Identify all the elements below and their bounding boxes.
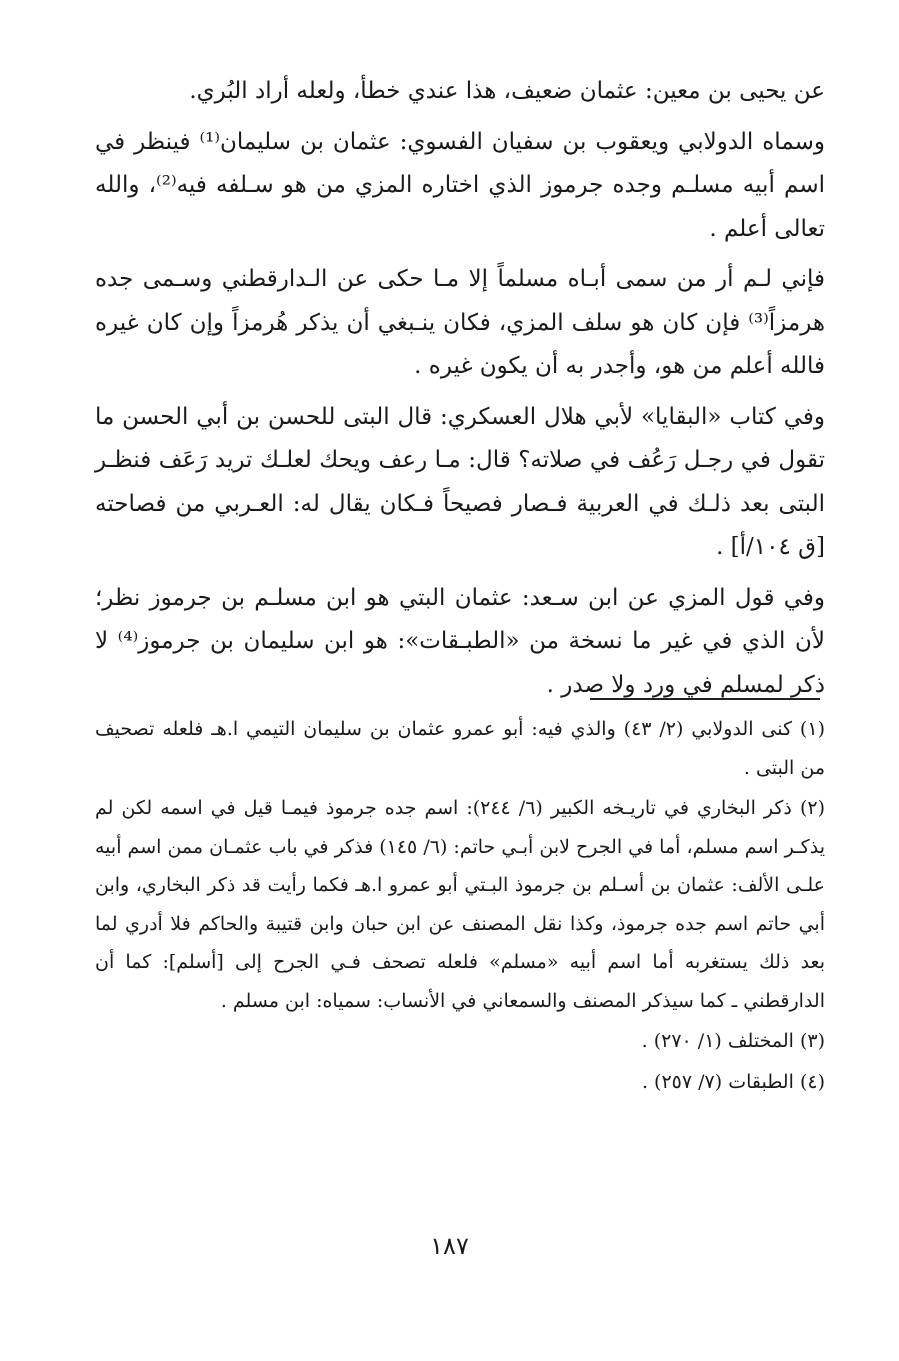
footnote-divider xyxy=(590,698,820,700)
footnote-text: الطبقات (٧/ ٢٥٧) . xyxy=(641,1070,794,1093)
footnote xyxy=(95,710,825,787)
footnote xyxy=(95,1063,825,1102)
page-number: ١٨٧ xyxy=(430,1232,469,1260)
footnotes xyxy=(95,710,825,1103)
paragraph: عن يحيى بن معين: عثمان ضعيف، هذا عندي خطأ، ولعله أراد البُري. xyxy=(189,78,825,104)
footnote-text: المختلف (١/ ٢٧٠) . xyxy=(641,1030,794,1052)
footnote xyxy=(95,1022,825,1061)
footnote-number: (١) xyxy=(799,718,825,740)
footnote-text: كنى الدولابي (٢/ ٤٣) والذي فيه: أبو عمرو عثمان بن سليمان التيمي ا.هـ فلعله تصحيف من البتى . xyxy=(95,718,825,779)
footnote xyxy=(95,789,825,1020)
footnote-number: (٣) xyxy=(799,1030,825,1052)
paragraph: وسماه الدولابي ويعقوب بن سفيان الفسوي: عثمان بن سليمان⁽¹⁾ فينظر في اسم أبيه مسلـم وجده جرموز الذي اختاره المزي من هو سـلفه فيه⁽²⁾، والله تعالى أعلم . xyxy=(95,128,825,242)
paragraph: وفي قول المزي عن ابن سـعد: عثمان البتي هو ابن مسلـم بن جرموز نظر؛ لأن الذي في غير ما نسخة من «الطبـقات»: هو ابن سليمان بن جرموز⁽⁴⁾ لا ذكر لمسلم في ورد ولا صدر . xyxy=(95,584,826,698)
footnote-number: (٤) xyxy=(799,1070,825,1093)
paragraph: وفي كتاب «البقايا» لأبي هلال العسكري: قال البتى للحسن بن أبي الحسن ما تقول في رجـل رَعُف في صلاته؟ قال: مـا رعف ويحك لعلـك تريد رَعَف فنظـر البتى بعد ذلـك في العربية فـصار فصيحاً فـكان يقال له: العـربي من فصاحته [ق ١٠٤/أ] . xyxy=(95,403,825,560)
footnote-text: ذكر البخاري في تاريـخه الكبير (٦/ ٢٤٤): اسم جده جرموذ فيمـا قيل في اسمه لكن لم يذكـر اسم مسلم، أما في الجرح لابن أبـي حاتم: (٦/ ١٤٥) فذكر في باب عثمـان ممن اسم أبيه علـى الألف: عثمان بن أسـلم بن جرموذ البـتي أبو عمرو ا.هـ فكما رأيت قد ذكر البخاري، وابن أبي حاتم اسم جده جرموذ، وكذا نقل المصنف عن ابن حبان وابن قتيبة والحاكم فلا أدري لما بعد ذلك يستغربه أما اسم أبيه «مسلم» فلعله تصحف فـي الجرح إلى [أسلم]: كما أن الدارقطني ـ كما سيذكر المصنف والسمعاني في الأنساب: سمياه: ابن مسلم . xyxy=(95,797,825,1012)
main-text xyxy=(95,70,825,714)
footnote-number: (٢) xyxy=(799,797,825,819)
paragraph: فإني لـم أر من سمى أبـاه مسلماً إلا مـا حكى عن الـدارقطني وسـمى جده هرمزاً⁽³⁾ فإن كان هو سلف المزي، فكان ينـبغي أن يذكر هُرمزاً وإن كان غيره فالله أعلم من هو، وأجدر به أن يكون غيره . xyxy=(95,266,826,379)
